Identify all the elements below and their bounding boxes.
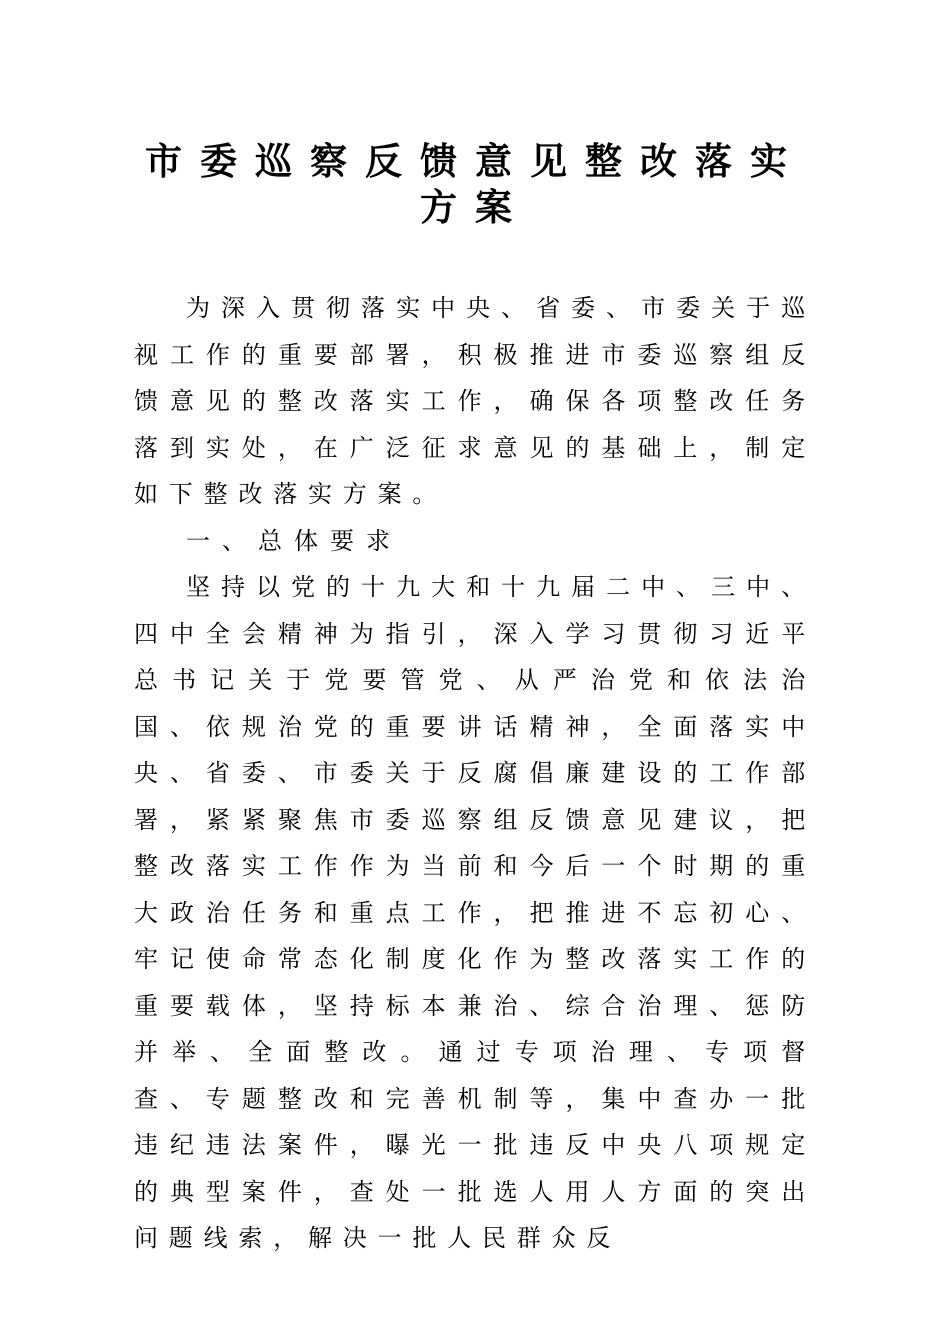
section-heading-overall-requirements: 一、总体要求 (186, 526, 402, 555)
section-one-paragraph: 坚持以党的十九大和十九届二中、三中、四中全会精神为指引，深入学习贯彻习近平总书记关于党要管党、从严治党和依法治国、依规治党的重要讲话精神，全面落实中央、省委、市委关于反腐倡廉建设的工作部署，紧紧聚焦市委巡察组反馈意见建议，把整改落实工作作为当前和今后一个时期的重大政治任务和重点工作，把推进不忘初心、牢记使命常态化制度化作为整改落实工作的重要载体，坚持标本兼治、综合治理、惩防并举、全面整改。通过专项治理、专项督查、专题整改和完善机制等，集中查办一批违纪违法案件，曝光一批违反中央八项规定的典型案件，查处一批选人用人方面的突出问题线索，解决一批人民群众反 (134, 573, 816, 1252)
document-body (134, 285, 816, 1262)
intro-paragraph: 为深入贯彻落实中央、省委、市委关于巡视工作的重要部署，积极推进市委巡察组反馈意见的整改落实工作，确保各项整改任务落到实处，在广泛征求意见的基础上，制定如下整改落实方案。 (134, 294, 816, 508)
document-title: 市委巡察反馈意见整改落实方案 (145, 139, 805, 229)
